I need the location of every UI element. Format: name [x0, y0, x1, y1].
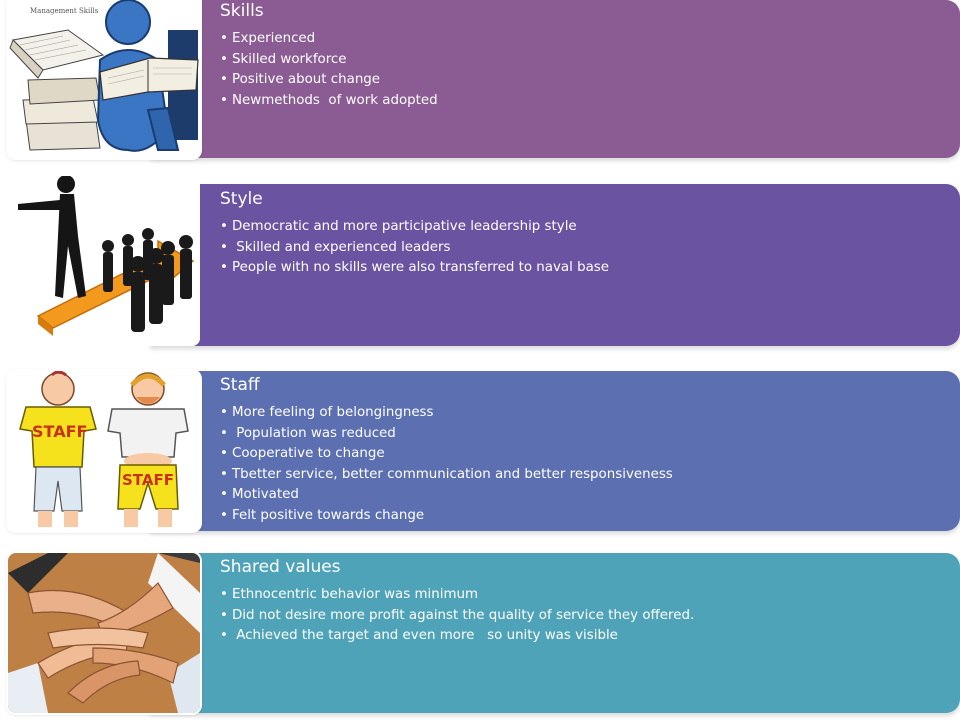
list-item	[220, 70, 950, 91]
bullet-text: Experienced	[232, 31, 316, 46]
list-item	[220, 238, 950, 259]
reader-illustration	[8, 0, 200, 158]
list-item	[220, 29, 950, 50]
section-title: Style	[220, 189, 263, 209]
list-item	[220, 626, 950, 647]
bullet-text: Skilled workforce	[232, 51, 347, 67]
list-item	[220, 403, 950, 424]
bullet-icon: •	[220, 31, 228, 46]
bullet-text: Cooperative to change	[232, 446, 385, 461]
list-item	[220, 506, 950, 527]
bullet-list	[220, 585, 950, 647]
list-item	[220, 485, 950, 506]
bullet-icon: •	[220, 628, 228, 643]
management-skills-reader-image	[8, 0, 200, 158]
list-item	[220, 258, 950, 279]
staff-shorts-label: STAFF	[122, 471, 174, 489]
bullet-list	[220, 29, 950, 111]
bullet-text: People with no skills were also transferred to naval base	[232, 260, 609, 275]
bullet-icon: •	[220, 92, 228, 108]
section-title: Staff	[220, 375, 260, 395]
bullet-text: Achieved the target and even more so unity was visible	[232, 628, 618, 643]
section-text	[220, 375, 950, 526]
bullet-icon: •	[220, 466, 228, 482]
section-title: Shared values	[220, 557, 341, 577]
bullet-text: Skilled and experienced leaders	[232, 239, 451, 255]
list-item	[220, 606, 950, 627]
list-item	[220, 217, 950, 238]
bullet-icon: •	[220, 72, 228, 87]
section-staff	[0, 371, 960, 531]
section-style	[0, 184, 960, 346]
bullet-icon: •	[220, 507, 228, 523]
bullet-icon: •	[220, 487, 228, 502]
list-item	[220, 50, 950, 71]
bullet-text: More feeling of belongingness	[232, 405, 434, 420]
image-caption: Management Skills	[30, 7, 99, 15]
bullet-icon: •	[220, 260, 228, 275]
bullet-list	[220, 403, 950, 526]
list-item	[220, 465, 950, 486]
bullet-icon: •	[220, 405, 228, 420]
section-shared-values	[0, 553, 960, 713]
bullet-text: Positive about change	[232, 72, 381, 87]
bullet-text: Tbetter service, better communication and better responsiveness	[232, 466, 673, 482]
section-text	[220, 189, 950, 279]
staff-shirt-label: STAFF	[32, 422, 88, 441]
staff-illustration	[8, 371, 200, 531]
bullet-icon: •	[220, 239, 228, 255]
section-title: Skills	[220, 1, 264, 21]
leader-pointing-followers-image	[8, 176, 200, 346]
stacked-hands-image	[8, 553, 200, 713]
bullet-text: Population was reduced	[232, 425, 396, 441]
section-skills	[0, 0, 960, 158]
bullet-text: Did not desire more profit against the quality of service they offered.	[232, 607, 695, 623]
bullet-text: Newmethods of work adopted	[232, 92, 438, 108]
section-text	[220, 1, 950, 111]
bullet-text: Ethnocentric behavior was minimum	[232, 587, 479, 602]
bullet-text: Motivated	[232, 487, 299, 502]
list-item	[220, 424, 950, 445]
bullet-text: Felt positive towards change	[232, 507, 425, 523]
list-item	[220, 444, 950, 465]
bullet-icon: •	[220, 219, 228, 234]
list-item	[220, 585, 950, 606]
staff-shirts-cartoon-image	[8, 371, 200, 531]
bullet-icon: •	[220, 425, 228, 441]
bullet-icon: •	[220, 446, 228, 461]
list-item	[220, 91, 950, 112]
bullet-text: Democratic and more participative leadership style	[232, 219, 577, 234]
leader-illustration	[8, 176, 200, 346]
section-text	[220, 557, 950, 647]
bullet-icon: •	[220, 607, 228, 623]
bullet-icon: •	[220, 51, 228, 67]
bullet-list	[220, 217, 950, 279]
bullet-icon: •	[220, 587, 228, 602]
hands-illustration	[8, 553, 200, 713]
